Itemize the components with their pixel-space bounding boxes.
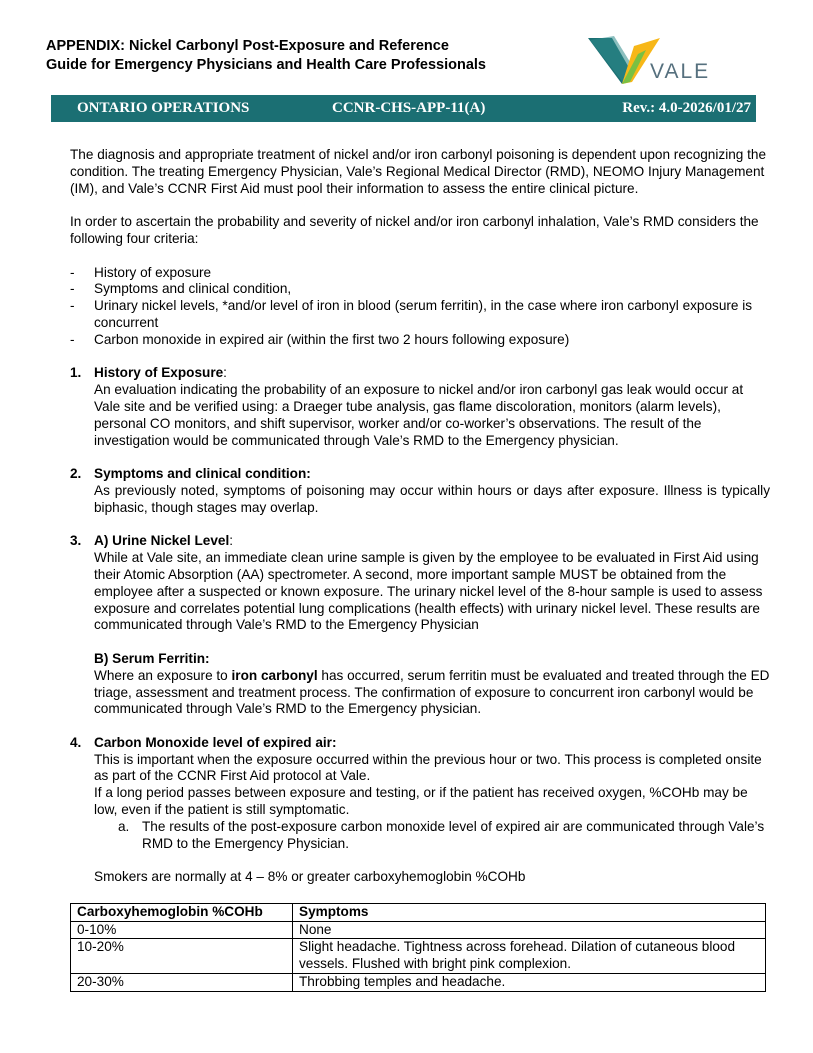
section-body-1: This is important when the exposure occurred within the previous hour or two. This process is completed onsite as part of the CCNR First Aid protocol at Vale. (94, 751, 762, 784)
dash-bullet: - (70, 331, 75, 347)
section-body: As previously noted, symptoms of poisoning may occur within hours or days after exposure. Illness is typically biphasic, though stages may overlap. (94, 482, 770, 515)
dash-bullet: - (70, 264, 75, 280)
section-title: Symptoms and clinical condition: (94, 466, 311, 482)
table-row (71, 921, 766, 939)
table-cell: Slight headache. Tightness across forehead. Dilation of cutaneous blood vessels. Flushed with bright pink complexion. (293, 939, 766, 974)
dash-bullet: - (70, 281, 75, 297)
smokers-note: Smokers are normally at 4 – 8% or greater carboxyhemoglobin %COHb (94, 869, 526, 885)
section-body: An evaluation indicating the probability of an exposure to nickel and/or iron carbonyl gas leak would occur at Vale site and be verified using: a Draeger tube analysis, gas flame discoloration, monitors (alarm levels), personal CO monitors, and shift supervisor, worker and/or co-worker’s observations. The result of the investigation would be communicated through Vale’s RMD to the Emergency physician. (94, 382, 744, 448)
intro-paragraph-1: The diagnosis and appropriate treatment of nickel and/or iron carbonyl poisoning is dependent upon recognizing the condition. The treating Emergency Physician, Vale’s Regional Medical Director (RMD), NEOMO Injury Management (IM), and Vale’s CCNR First Aid must pool their information to assess the entire clinical picture. (70, 147, 767, 196)
section-title: History of Exposure (94, 365, 224, 381)
criteria-item: - Symptoms and clinical condition, (70, 281, 292, 297)
logo-text: VALE (650, 60, 711, 83)
document-title (46, 37, 486, 74)
section-body-2: If a long period passes between exposure and testing, or if the patient has received oxygen, %COHb may be low, even if the patient is still symptomatic. (94, 785, 748, 818)
sub-item-letter: a. (118, 818, 130, 834)
title-line-2: Guide for Emergency Physicians and Health Care Professionals (46, 56, 486, 73)
sub-item-text: The results of the post-exposure carbon monoxide level of expired air are communicated through Vale’s RMD to the Emergency Physician. (142, 818, 765, 851)
table-cell: 0-10% (71, 921, 293, 939)
section-number: 1. (70, 365, 82, 381)
banner-document-code: CCNR-CHS-APP-11(A) (332, 100, 486, 116)
section-number: 4. (70, 734, 82, 750)
section-history-of-exposure: 1. History of Exposure: An evaluation indicating the probability of an exposure to nickel and/or iron carbonyl gas leak would occur at Vale site and be verified using: a Draeger tube analysis, gas flame discoloration, monitors (alarm levels), personal CO monitors, and shift supervisor, worker and/or co-worker’s observations. The result of the investigation would be communicated through Vale’s RMD to the Emergency physician. (70, 365, 770, 449)
section-body-ferritin: Where an exposure to iron carbonyl has occurred, serum ferritin must be evaluated and treated through the ED triage, assessment and treatment process. The confirmation of exposure to concurrent iron carbonyl would be communicated through Vale’s RMD to the Emergency physician. (94, 667, 770, 717)
header-banner (51, 95, 756, 122)
table-cell: 10-20% (71, 939, 293, 974)
table-row (71, 974, 766, 992)
section-number: 2. (70, 466, 82, 482)
section-title-ferritin: B) Serum Ferritin: (94, 650, 210, 666)
section-urine-and-ferritin: 3. A) Urine Nickel Level: While at Vale site, an immediate clean urine sample is given by the employee to be evaluated in First Aid using their Atomic Absorption (AA) spectrometer. A second, more important sample MUST be obtained from the employee after a suspected or known exposure. The urinary nickel level of the 8-hour sample is used to assess exposure and correlates potential lung complications (health effects) with urinary nickel level. These results are communicated through Vale’s RMD to the Emergency Physician B) Serum Ferritin: Where an exposure to iron carbonyl has occurred, serum ferritin must be evaluated and treated through the ED triage, assessment and treatment process. The confirmation of exposure to concurrent iron carbonyl would be communicated through Vale’s RMD to the Emergency physician. (70, 533, 770, 717)
title-line-1: APPENDIX: Nickel Carbonyl Post-Exposure and Reference (46, 38, 449, 54)
cohb-symptoms-table (70, 903, 766, 992)
dash-bullet: - (70, 298, 75, 314)
section-number: 3. (70, 533, 82, 549)
table-header-cell: Symptoms (293, 903, 766, 921)
criteria-list (70, 265, 770, 349)
table-header-row (71, 903, 766, 921)
table-header-cell: Carboxyhemoglobin %COHb (71, 903, 293, 921)
table-cell: 20-30% (71, 974, 293, 992)
logo-mark-shade (590, 36, 630, 84)
criteria-item: - History of exposure (70, 264, 212, 280)
banner-revision: Rev.: 4.0-2026/01/27 (622, 100, 751, 116)
section-title-urine: A) Urine Nickel Level (94, 533, 230, 549)
document-body (70, 147, 770, 992)
table-cell: Throbbing temples and headache. (293, 974, 766, 992)
criteria-item: - Urinary nickel levels, *and/or level of iron in blood (serum ferritin), in the case where iron carbonyl exposure is concurrent (70, 298, 753, 330)
table-cell: None (293, 921, 766, 939)
table-row (71, 939, 766, 974)
vale-logo (586, 32, 716, 90)
intro-paragraph-2: In order to ascertain the probability and severity of nickel and/or iron carbonyl inhalation, Vale’s RMD considers the following four criteria: (70, 214, 759, 246)
banner-operations: ONTARIO OPERATIONS (77, 100, 250, 116)
sub-item-a (118, 819, 770, 853)
section-body-urine: While at Vale site, an immediate clean urine sample is given by the employee to be evaluated in First Aid using their Atomic Absorption (AA) spectrometer. A second, more important sample MUST be obtained from the employee after a suspected or known exposure. The urinary nickel level of the 8-hour sample is used to assess exposure and correlates potential lung complications (health effects) with urinary nickel level. These results are communicated through Vale’s RMD to the Emergency Physician (94, 550, 763, 633)
criteria-item: - Carbon monoxide in expired air (within the first two 2 hours following exposure) (70, 331, 570, 347)
section-carbon-monoxide (70, 735, 770, 886)
section-symptoms (70, 466, 770, 516)
section-title: Carbon Monoxide level of expired air: (94, 734, 337, 750)
